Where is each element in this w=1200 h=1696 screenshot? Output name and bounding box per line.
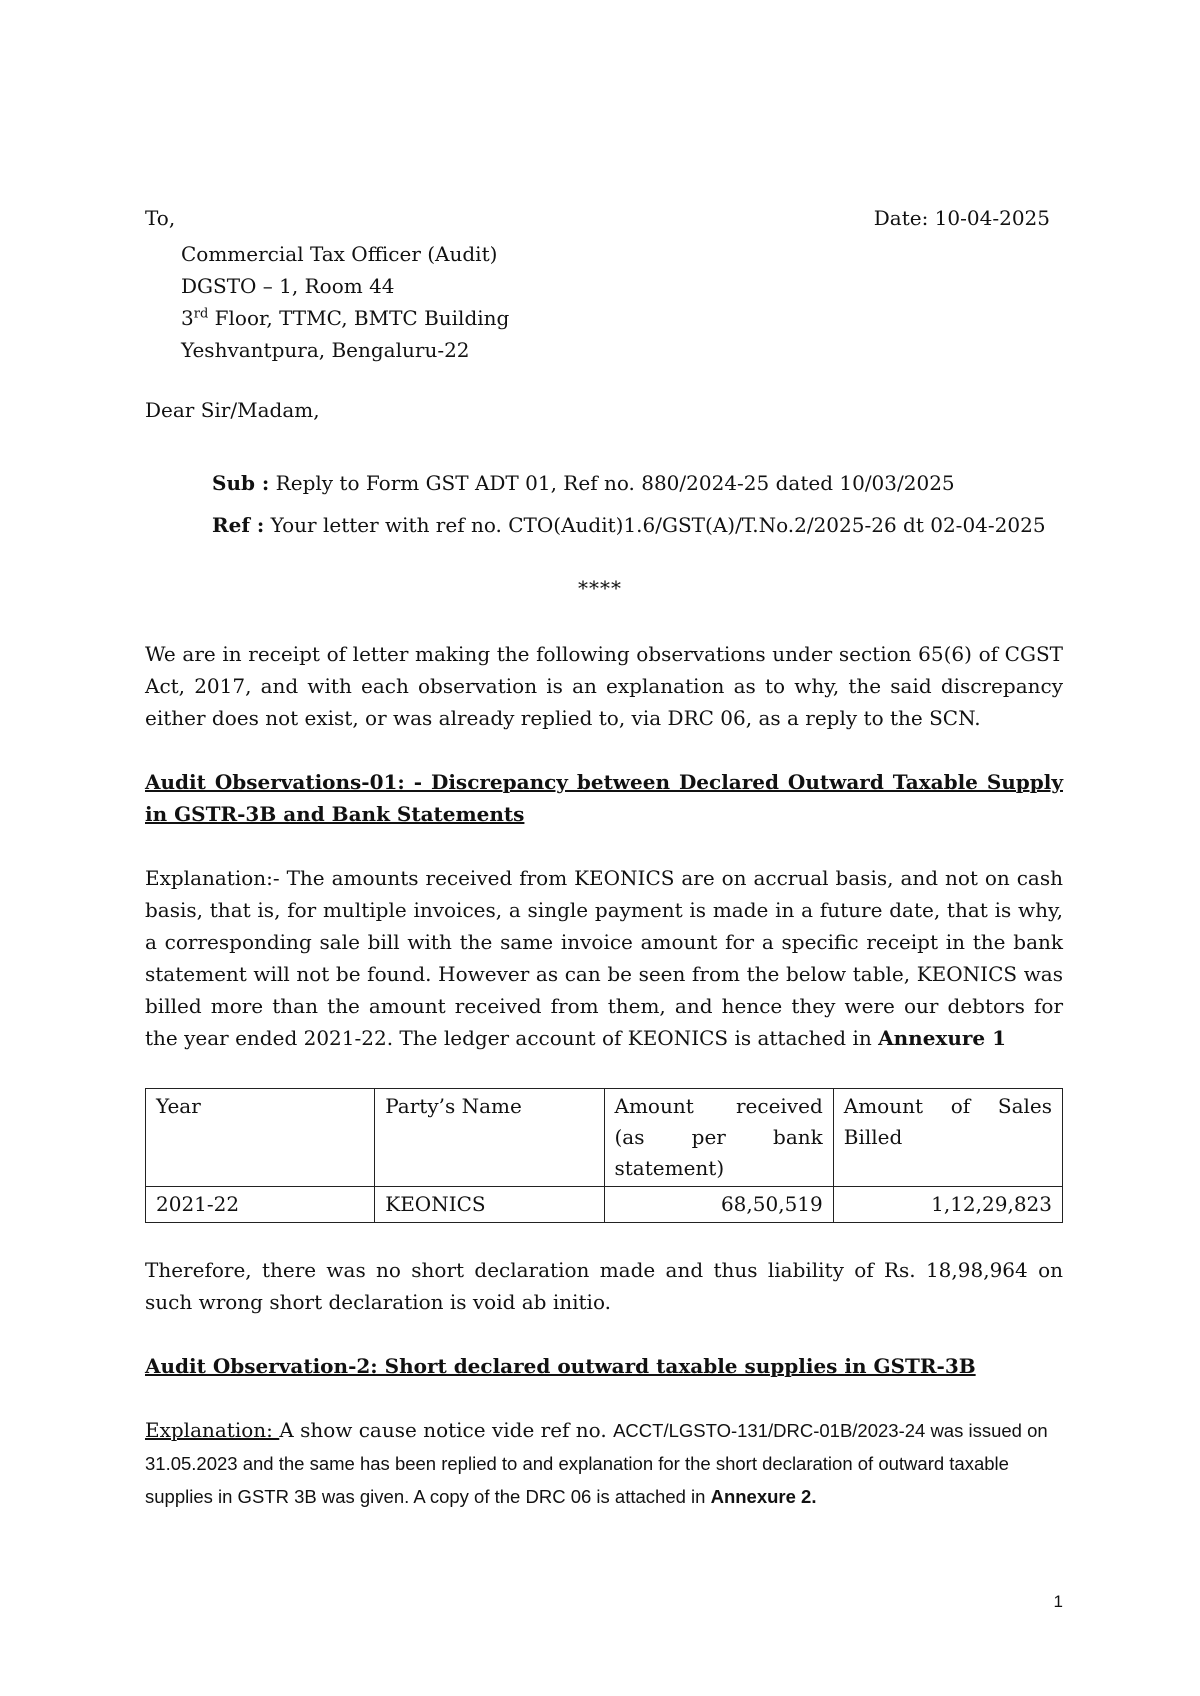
table-header-cell: Amount received (as per bank statement) — [604, 1089, 833, 1187]
receipts-vs-sales-table — [145, 1088, 1063, 1223]
address-floor-rest: Floor, TTMC, BMTC Building — [208, 306, 510, 330]
subject-label: Sub : — [212, 471, 270, 495]
observation-2-explanation — [145, 1414, 1063, 1513]
observation-1-explanation — [145, 862, 1063, 1054]
page-number: 1 — [1053, 1592, 1063, 1611]
address-line-2: DGSTO – 1, Room 44 — [181, 274, 395, 298]
intro-paragraph: We are in receipt of letter making the following observations under section 65(6) of CGST Act, 2017, and with each observation is an explanation as to why, the said discrepancy either does not exist, or was already replied to, via DRC 06, as a reply to the SCN. — [145, 642, 1063, 730]
salutation: Dear Sir/Madam, — [145, 398, 320, 422]
reference-line — [212, 504, 1046, 546]
letter-date: Date: 10-04-2025 — [873, 206, 1050, 230]
table-row — [146, 1187, 1063, 1223]
section-separator: **** — [578, 576, 622, 600]
reference-text: Your letter with ref no. CTO(Audit)1.6/GST(A)/T.No.2/2025-26 dt 02-04-2025 — [264, 513, 1046, 537]
table-header-cell: Year — [146, 1089, 375, 1187]
recipient-address — [181, 238, 509, 366]
observation-1-heading: Audit Observations-01: - Discrepancy between Declared Outward Taxable Supply in GSTR-3B and Bank Statements — [145, 770, 1063, 826]
observation-1-explanation-text: Explanation:- The amounts received from KEONICS are on accrual basis, and not on cash basis, that is, for multiple invoices, a single payment is made in a future date, that is why, a corresponding sale bill with the same invoice amount for a specific receipt in the bank statement will not be found. However as can be seen from the below table, KEONICS was billed more than the amount received from them, and hence they were our debtors for the year ended 2021-22. The ledger account of KEONICS is attached in — [145, 866, 1063, 1050]
table-cell-amount-received: 68,50,519 — [604, 1187, 833, 1223]
table-cell-sales-billed: 1,12,29,823 — [833, 1187, 1062, 1223]
subject-line — [212, 462, 955, 504]
address-line-3 — [181, 302, 509, 334]
subject-text: Reply to Form GST ADT 01, Ref no. 880/2024-25 dated 10/03/2025 — [269, 471, 955, 495]
to-line: To, — [145, 206, 176, 230]
table-cell-year: 2021-22 — [146, 1187, 375, 1223]
explanation-label: Explanation: — [145, 1418, 280, 1442]
table-header-cell: Amount of Sales Billed — [833, 1089, 1062, 1187]
observation-2-heading: Audit Observation-2: Short declared outward taxable supplies in GSTR-3B — [145, 1354, 976, 1378]
annexure-1-ref: Annexure 1 — [878, 1026, 1007, 1050]
address-line-1: Commercial Tax Officer (Audit) — [181, 242, 498, 266]
address-floor-suffix: rd — [193, 306, 209, 322]
address-line-4: Yeshvantpura, Bengaluru-22 — [181, 338, 470, 362]
table-cell-party: KEONICS — [375, 1187, 604, 1223]
conclusion-paragraph: Therefore, there was no short declaration made and thus liability of Rs. 18,98,964 on such wrong short declaration is void ab initio. — [145, 1258, 1063, 1314]
explanation-serif-text: A show cause notice vide ref no. — [279, 1418, 614, 1442]
explanation-sans-text: ACCT/LGSTO-131/DRC-01B/2023-24 was issued on 31.05.2023 and the same has been replied to and explanation for the short declaration of outward taxable supplies in GSTR 3B was given. A copy of the DRC 06 is attached in — [145, 1420, 1048, 1507]
table-header-cell: Party’s Name — [375, 1089, 604, 1187]
annexure-2-ref: Annexure 2. — [710, 1486, 817, 1507]
table-header-row — [146, 1089, 1063, 1187]
address-floor-number: 3 — [181, 306, 194, 330]
reference-label: Ref : — [212, 513, 265, 537]
